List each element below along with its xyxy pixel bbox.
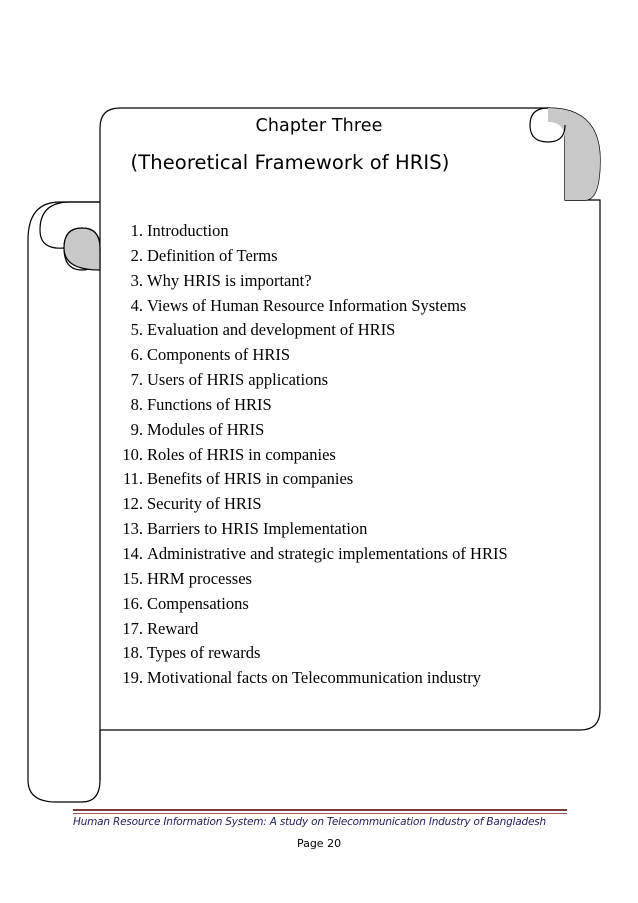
toc-item — [110, 617, 508, 642]
toc-item-label: Administrative and strategic implementations of HRIS — [147, 543, 508, 563]
toc-item-number: 8. — [130, 394, 143, 414]
footer-running-title: Human Resource Information System: A study on Telecommunication Industry of Bangladesh — [73, 816, 546, 828]
toc-item — [110, 244, 508, 269]
toc-item — [110, 294, 508, 319]
toc-item-label: Users of HRIS applications — [147, 370, 329, 390]
table-of-contents — [110, 219, 508, 691]
toc-item — [110, 343, 508, 368]
chapter-subtitle: (Theoretical Framework of HRIS) — [130, 151, 450, 174]
toc-item-number: 1. — [130, 221, 143, 240]
toc-item-label: Definition of Terms — [147, 245, 278, 265]
toc-item-number: 6. — [130, 345, 143, 365]
toc-item-number: 19. — [122, 668, 143, 688]
page-number: Page 20 — [296, 837, 342, 850]
toc-item-number: 5. — [130, 320, 143, 340]
toc-item-label: Evaluation and development of HRIS — [147, 320, 396, 340]
toc-item-number: 13. — [122, 519, 143, 539]
toc-item — [110, 592, 508, 617]
toc-item-label: Views of Human Resource Information Systems — [147, 295, 467, 315]
chapter-title: Chapter Three — [255, 116, 383, 136]
toc-item-label: Introduction — [147, 221, 229, 240]
toc-item — [110, 467, 508, 492]
toc-item — [110, 368, 508, 393]
toc-item-number: 2. — [130, 245, 143, 265]
toc-item — [110, 443, 508, 468]
toc-item — [110, 318, 508, 343]
footer-rule — [73, 809, 567, 811]
toc-item-label: Reward — [147, 618, 199, 638]
toc-item — [110, 542, 508, 567]
toc-item-label: Roles of HRIS in companies — [147, 444, 336, 464]
toc-item-number: 4. — [130, 295, 143, 315]
toc-item — [110, 666, 508, 691]
toc-item-number: 15. — [122, 568, 143, 588]
toc-item-number: 17. — [122, 618, 143, 638]
toc-item — [110, 393, 508, 418]
footer-rule-thin — [73, 813, 567, 814]
toc-item-number: 7. — [130, 370, 143, 390]
toc-item-number: 11. — [122, 469, 143, 489]
toc-item-number: 14. — [122, 543, 143, 563]
toc-item-label: Compensations — [147, 593, 249, 613]
toc-item-label: Why HRIS is important? — [147, 270, 312, 290]
toc-item-number: 3. — [130, 270, 143, 290]
toc-item-label: Security of HRIS — [147, 494, 262, 514]
toc-item-label: Benefits of HRIS in companies — [147, 469, 354, 489]
toc-item-label: Types of rewards — [147, 643, 261, 663]
toc-item-number: 16. — [122, 593, 143, 613]
toc-item-label: Motivational facts on Telecommunication industry — [147, 668, 481, 688]
toc-item-number: 9. — [130, 419, 143, 439]
toc-item-label: Functions of HRIS — [147, 394, 272, 414]
toc-item — [110, 269, 508, 294]
toc-item — [110, 641, 508, 666]
toc-item-label: Components of HRIS — [147, 345, 291, 365]
toc-item-number: 12. — [122, 494, 143, 514]
toc-item-number: 18. — [122, 643, 143, 663]
toc-item-label: Modules of HRIS — [147, 419, 265, 439]
toc-item — [110, 567, 508, 592]
toc-item — [110, 492, 508, 517]
toc-item-label: Barriers to HRIS Implementation — [147, 519, 368, 539]
toc-item-number: 10. — [122, 444, 143, 464]
toc-item — [110, 418, 508, 443]
toc-item-label: HRM processes — [147, 568, 252, 588]
toc-item — [110, 517, 508, 542]
toc-item — [110, 219, 508, 244]
